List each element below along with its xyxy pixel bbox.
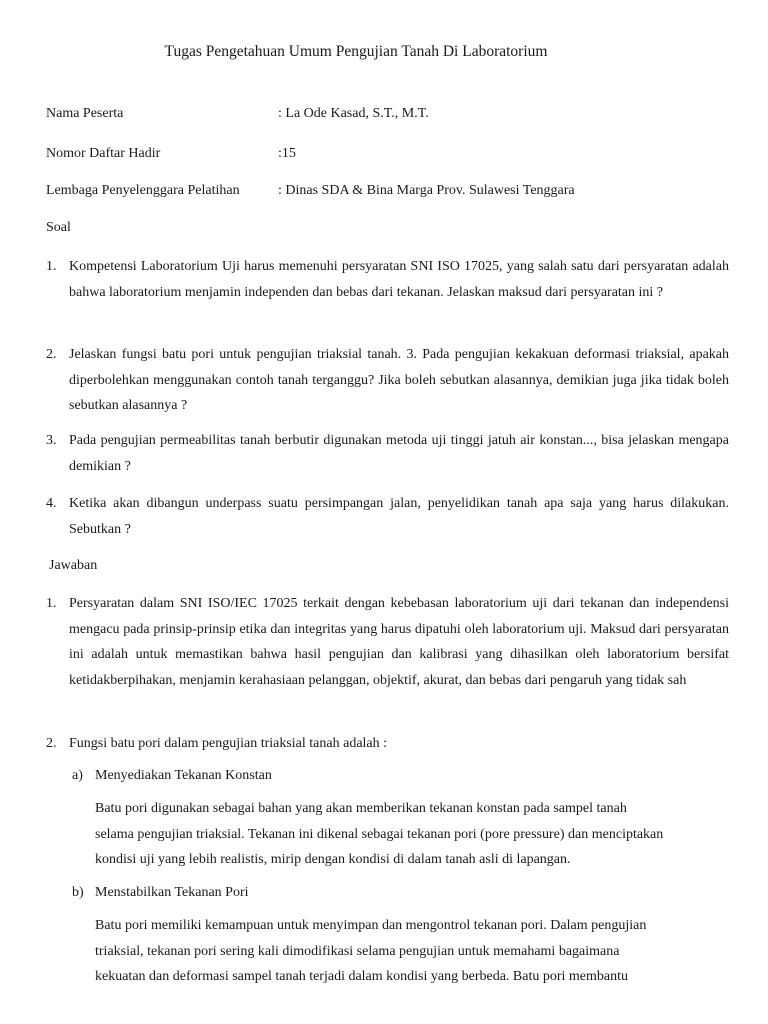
soal-item — [46, 259, 729, 305]
item-text: Ketika akan dibangun underpass suatu persimpangan jalan, penyelidikan tanah apa saja yang harus dilakukan. Sebutkan ? — [69, 496, 729, 537]
sub-point-a — [72, 768, 732, 784]
item-text: Fungsi batu pori dalam pengujian triaksial tanah adalah : — [69, 736, 388, 751]
soal-item — [46, 347, 729, 419]
paragraph-line: Batu pori memiliki kemampuan untuk menyimpan dan mengontrol tekanan pori. Dalam pengujian — [95, 918, 647, 933]
item-number: 2. — [46, 736, 57, 751]
info-value: : La Ode Kasad, S.T., M.T. — [278, 106, 429, 121]
info-row-nama — [46, 106, 736, 126]
item-text: Kompetensi Laboratorium Uji harus memenuhi persyaratan SNI ISO 17025, yang salah satu dari persyaratan adalah bahwa laboratorium menjamin independen dan bebas dari tekanan. Jelaskan maksud dari persyaratan ini ? — [69, 259, 729, 300]
info-row-lembaga — [46, 183, 736, 203]
info-label: Nomor Daftar Hadir — [46, 146, 161, 161]
paragraph-line: selama pengujian triaksial. Tekanan ini dikenal sebagai tekanan pori (pore pressure) dan menciptakan — [95, 826, 664, 842]
sub-letter: b) — [72, 885, 84, 900]
item-text: Persyaratan dalam SNI ISO/IEC 17025 terkait dengan kebebasan laboratorium uji dari tekanan dan independensi mengacu pada prinsip-prinsip etika dan integritas yang harus dipatuhi oleh laboratorium uji. Maksud dari persyaratan ini adalah untuk memastikan bahwa hasil pengujian dan kalibrasi yang dihasilkan oleh laboratorium bersifat ketidakberpihakan, menjamin kerahasiaan pelanggan, objektif, akurat, dan bebas dari pengaruh yang tidak sah — [69, 596, 729, 688]
item-number: 3. — [46, 433, 57, 448]
info-value: : Dinas SDA & Bina Marga Prov. Sulawesi Tenggara — [278, 183, 575, 198]
item-number: 1. — [46, 259, 57, 274]
paragraph-line: kekuatan dan deformasi sampel tanah terjadi dalam kondisi yang berbeda. Batu pori membantu — [95, 969, 628, 984]
soal-item — [46, 433, 729, 479]
document-title: Tugas Pengetahuan Umum Pengujian Tanah Di Laboratorium — [164, 43, 548, 60]
jawaban-item — [46, 596, 729, 693]
item-number: 1. — [46, 596, 57, 611]
jawaban-heading: Jawaban — [49, 558, 98, 573]
soal-heading: Soal — [46, 220, 71, 235]
info-value: :15 — [278, 146, 296, 161]
item-text: Jelaskan fungsi batu pori untuk pengujian triaksial tanah. 3. Pada pengujian kekakuan deformasi triaksial, apakah diperbolehkan menggunakan contoh tanah terganggu? Jika boleh sebutkan alasannya, demikian juga jika tidak boleh sebutkan alasannya ? — [69, 347, 729, 413]
paragraph-line: triaksial, tekanan pori sering kali dimodifikasi selama pengujian untuk memahami bagaimana — [95, 943, 620, 959]
item-number: 4. — [46, 496, 57, 511]
paragraph-line: kondisi uji yang lebih realistis, mirip dengan kondisi di dalam tanah asli di lapangan. — [95, 852, 571, 867]
sub-paragraph-b — [95, 913, 731, 990]
info-label: Nama Peserta — [46, 106, 124, 121]
soal-item — [46, 496, 729, 542]
sub-title: Menstabilkan Tekanan Pori — [95, 885, 249, 900]
jawaban-item — [46, 736, 729, 757]
sub-point-b — [72, 885, 732, 901]
sub-title: Menyediakan Tekanan Konstan — [95, 768, 272, 783]
item-number: 2. — [46, 347, 57, 362]
item-text: Pada pengujian permeabilitas tanah berbutir digunakan metoda uji tinggi jatuh air konstan..., bisa jelaskan mengapa demikian ? — [69, 433, 729, 474]
info-row-nomor — [46, 146, 736, 166]
sub-paragraph-a — [95, 796, 731, 873]
info-label: Lembaga Penyelenggara Pelatihan — [46, 183, 240, 198]
paragraph-line: Batu pori digunakan sebagai bahan yang akan memberikan tekanan konstan pada sampel tanah — [95, 801, 627, 816]
sub-letter: a) — [72, 768, 83, 783]
